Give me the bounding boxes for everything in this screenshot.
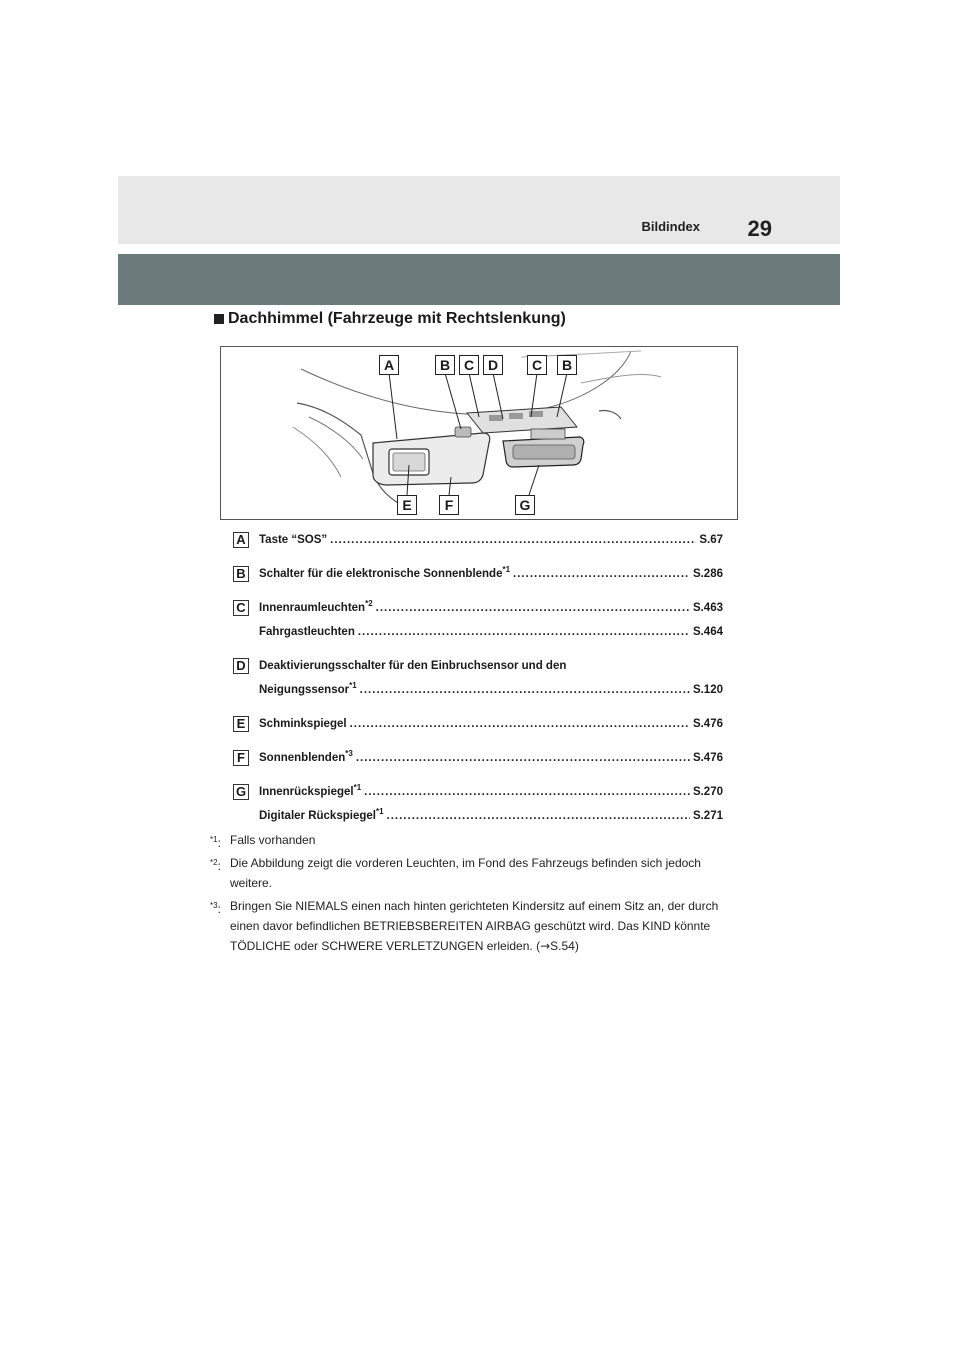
heading-square-icon xyxy=(214,314,224,324)
legend-item-a xyxy=(233,528,723,552)
roof-illustration xyxy=(220,346,738,520)
entry-text: Digitaler Rückspiegel xyxy=(259,810,376,822)
leader-dots xyxy=(330,528,696,552)
legend-item-g xyxy=(233,780,723,828)
footnote-1: $^{*1}$: Falls vorhanden xyxy=(210,833,316,850)
entry-text: Fahrgastleuchten xyxy=(259,626,355,638)
legend-label: E xyxy=(233,716,249,732)
entry-text-line: Deaktivierungsschalter für den Einbruchsensor und den xyxy=(259,660,567,672)
callout-label-g: G xyxy=(515,495,535,515)
page-reference: S.476 xyxy=(692,752,723,764)
footnote-3: $^{*3}$: Bringen Sie NIEMALS einen nach hinten gerichteten Kindersitz auf einem Sitz an, der durch einen davor befindlichen BETRIEBSBEREITEN AIRBAG geschützt wird. Das KIND könnte TÖDLICHE oder SCHWERE VERLETZUNGEN erleiden. (→S.54) xyxy=(210,899,719,953)
page-reference: S.464 xyxy=(692,626,723,638)
leader-dots xyxy=(356,746,690,770)
footnote-text: Die Abbildung zeigt die vorderen Leuchten, im Fond des Fahrzeugs befinden sich jedoch weitere. xyxy=(230,856,701,890)
callout-label-c: C xyxy=(459,355,479,375)
footnote-marker: *3 xyxy=(345,749,353,759)
legend-entry[interactable] xyxy=(259,712,723,736)
page-reference: S.120 xyxy=(692,684,723,696)
legend-label: G xyxy=(233,784,249,800)
callout-label-a: A xyxy=(379,355,399,375)
legend-entry[interactable] xyxy=(259,678,723,702)
entry-text: Schalter für die elektronische Sonnenblende xyxy=(259,568,503,580)
page-link[interactable]: S.54 xyxy=(550,939,575,953)
entry-text: Taste “SOS” xyxy=(259,534,328,546)
entry-text: Sonnenblenden xyxy=(259,752,346,764)
arrow-right-icon: → xyxy=(540,939,551,953)
page-reference: S.463 xyxy=(692,602,723,614)
page-number: 29 xyxy=(747,216,772,241)
legend-list xyxy=(233,528,723,828)
callout-label-c: C xyxy=(527,355,547,375)
heading-text: Dachhimmel (Fahrzeuge mit Rechtslenkung) xyxy=(228,310,566,327)
entry-text: Innenraumleuchten xyxy=(259,602,366,614)
leader-dots xyxy=(513,562,690,586)
leader-dots xyxy=(350,712,690,736)
section-heading xyxy=(214,310,566,328)
legend-item-c xyxy=(233,596,723,644)
legend-item-b xyxy=(233,562,723,586)
page-reference: S.271 xyxy=(692,810,723,822)
page-reference: S.270 xyxy=(692,786,723,798)
footnote-marker: *2 xyxy=(210,858,218,867)
legend-item-f xyxy=(233,746,723,770)
callout-label-d: D xyxy=(483,355,503,375)
roof-drawing xyxy=(221,347,739,521)
footnote-marker: *1 xyxy=(375,807,384,817)
legend-label: B xyxy=(233,566,249,582)
footnote-marker: *1 xyxy=(502,565,511,575)
legend-label: F xyxy=(233,750,249,766)
legend-label: A xyxy=(233,532,249,548)
entry-text: Neigungssensor xyxy=(259,684,350,696)
page-reference: S.286 xyxy=(692,568,723,580)
entry-text: Schminkspiegel xyxy=(259,718,347,730)
legend-entry[interactable] xyxy=(259,562,723,586)
callout-label-b: B xyxy=(557,355,577,375)
legend-entry[interactable] xyxy=(259,596,723,620)
section-title: Bildindex xyxy=(641,219,700,234)
callout-label-b: B xyxy=(435,355,455,375)
page-reference: S.67 xyxy=(699,534,723,546)
legend-item-e xyxy=(233,712,723,736)
header-dark-band xyxy=(118,254,840,305)
legend-label: C xyxy=(233,600,249,616)
page-reference: S.476 xyxy=(692,718,723,730)
legend-entry[interactable] xyxy=(259,746,723,770)
legend-entry[interactable] xyxy=(259,780,723,804)
footnote-text: Bringen Sie NIEMALS einen nach hinten gerichteten Kindersitz auf einem Sitz an, der durch einen davor befindlichen BETRIEBSBEREITEN AIRBAG geschützt wird. Das KIND könnte TÖDLICHE oder SCHWERE VERLETZUNGEN erleiden. ( xyxy=(230,899,719,953)
legend-entry[interactable] xyxy=(259,804,723,828)
footnote-marker: *2 xyxy=(365,599,373,609)
legend-item-d xyxy=(233,654,723,702)
header-band xyxy=(118,176,840,244)
legend-entry[interactable] xyxy=(259,528,723,552)
footnote-marker: *1 xyxy=(210,835,218,844)
legend-label: D xyxy=(233,658,249,674)
footnote-marker: *1 xyxy=(353,783,362,793)
leader-dots xyxy=(387,804,690,828)
leader-dots xyxy=(358,620,690,644)
legend-entry[interactable] xyxy=(259,620,723,644)
entry-text: Innenrückspiegel xyxy=(259,786,354,798)
footnote-marker: *3 xyxy=(210,901,218,910)
leader-dots xyxy=(376,596,690,620)
leader-dots xyxy=(364,780,690,804)
leader-dots xyxy=(360,678,690,702)
callout-label-f: F xyxy=(439,495,459,515)
footnote-text: Falls vorhanden xyxy=(230,833,316,847)
footnote-2: $^{*2}$: Die Abbildung zeigt die vorderen Leuchten, im Fond des Fahrzeugs befinden sich jedoch weitere. xyxy=(210,856,701,890)
footnotes xyxy=(210,830,745,959)
footnote-marker: *1 xyxy=(349,681,357,691)
callout-label-e: E xyxy=(397,495,417,515)
